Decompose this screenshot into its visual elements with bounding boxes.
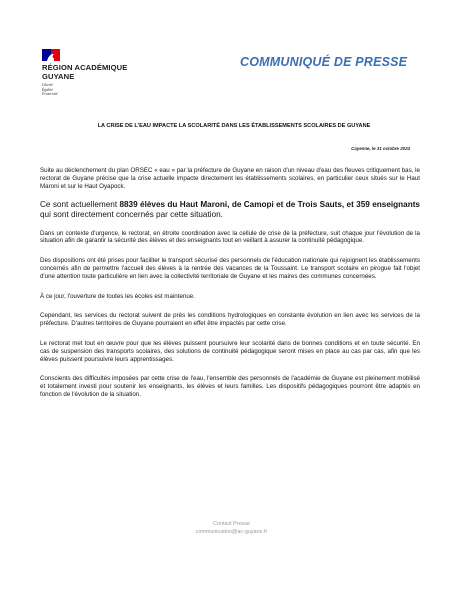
- body-text: [40, 167, 420, 411]
- paragraph-mobilisation: Conscients des difficultés imposées par cette crise de l'eau, l'ensemble des personnels de l'académie de Guyane est pleinement mobilisé et totalement investi pour soutenir les enseignants, les élèves et leurs familles. Les dispositifs pédagogiques pourront être adaptés en fonction de l'évolution de la situation.: [40, 375, 420, 398]
- motto-liberte: Liberté: [42, 83, 53, 87]
- figures-tail: qui sont directement concernés par cette situation.: [40, 209, 223, 219]
- region-academique-logo: [42, 49, 132, 109]
- paragraph-transport: Des dispositions ont été prises pour faciliter le transport sécurisé des personnels de l'éducation nationale qui rejoignent les établissements concernés afin de permettre l'accueil des élèves à la rentrée des vacances de la Toussaint. Le transport scolaire en pirogue fait l'objet d'une attention toute particulière en lien avec la collectivité territoriale de Guyane et les maires des communes concernées.: [40, 257, 420, 280]
- marianne-flag-icon: [42, 49, 60, 61]
- place-date: Cayenne, le 31 octobre 2024: [351, 146, 410, 151]
- motto-fraternite: Fraternité: [42, 92, 58, 97]
- motto-egalite: Égalité: [42, 87, 53, 92]
- press-contact: [0, 520, 463, 536]
- paragraph-continuite: Le rectorat met tout en œuvre pour que les élèves puissent poursuivre leur scolarité dans de bonnes conditions et en toute sécurité. En cas de suspension des transports scolaires, des solutions de continuité pédagogique seront mises en place au cas par cas, afin que les élèves puissent poursuivre leurs apprentissages.: [40, 339, 420, 363]
- press-release-title: COMMUNIQUÉ DE PRESSE: [240, 55, 408, 69]
- paragraph-ouverture: À ce jour, l'ouverture de toutes les écoles est maintenue.: [40, 292, 195, 300]
- paragraph-figures: [40, 200, 420, 219]
- figures-lead: Ce sont actuellement: [40, 200, 120, 210]
- paragraph-urgence: Dans un contexte d'urgence, le rectorat, en étroite coordination avec la cellule de crise de la préfecture, suit chaque jour l'évolution de la situation afin de garantir la sécurité des élèves et des enseignants tout en veillant à assurer la continuité pédagogique.: [40, 229, 420, 245]
- figures-highlight: 8839 élèves du Haut Maroni, de Camopi et de Trois Sauts, et 359 enseignants: [119, 200, 420, 210]
- logo-line-guyane: GUYANE: [42, 72, 75, 81]
- paragraph-hydrologie: Cependant, les services du rectorat suivent de près les conditions hydrologiques en constante évolution en lien avec les services de la préfecture. D'autres territoires de Guyane pourraient en effet être impactés par cette crise.: [40, 312, 420, 328]
- headline: LA CRISE DE L'EAU IMPACTE LA SCOLARITÉ DANS LES ÉTABLISSEMENTS SCOLAIRES DE GUYANE: [97, 123, 371, 129]
- logo-line-region: RÉGION ACADÉMIQUE: [42, 63, 128, 72]
- paragraph-orsec: Suite au déclenchement du plan ORSEC « eau » par la préfecture de Guyane en raison d'un niveau d'eau des fleuves critiquement bas, le rectorat de Guyane précise que la crise actuelle impacte directement les établissements scolaires, en particulier ceux situés sur le Haut Maroni et sur le Haut Oyapock.: [40, 167, 420, 190]
- contact-label: Contact Presse: [213, 521, 250, 527]
- contact-email[interactable]: communication@ac-guyane.fr: [195, 529, 268, 536]
